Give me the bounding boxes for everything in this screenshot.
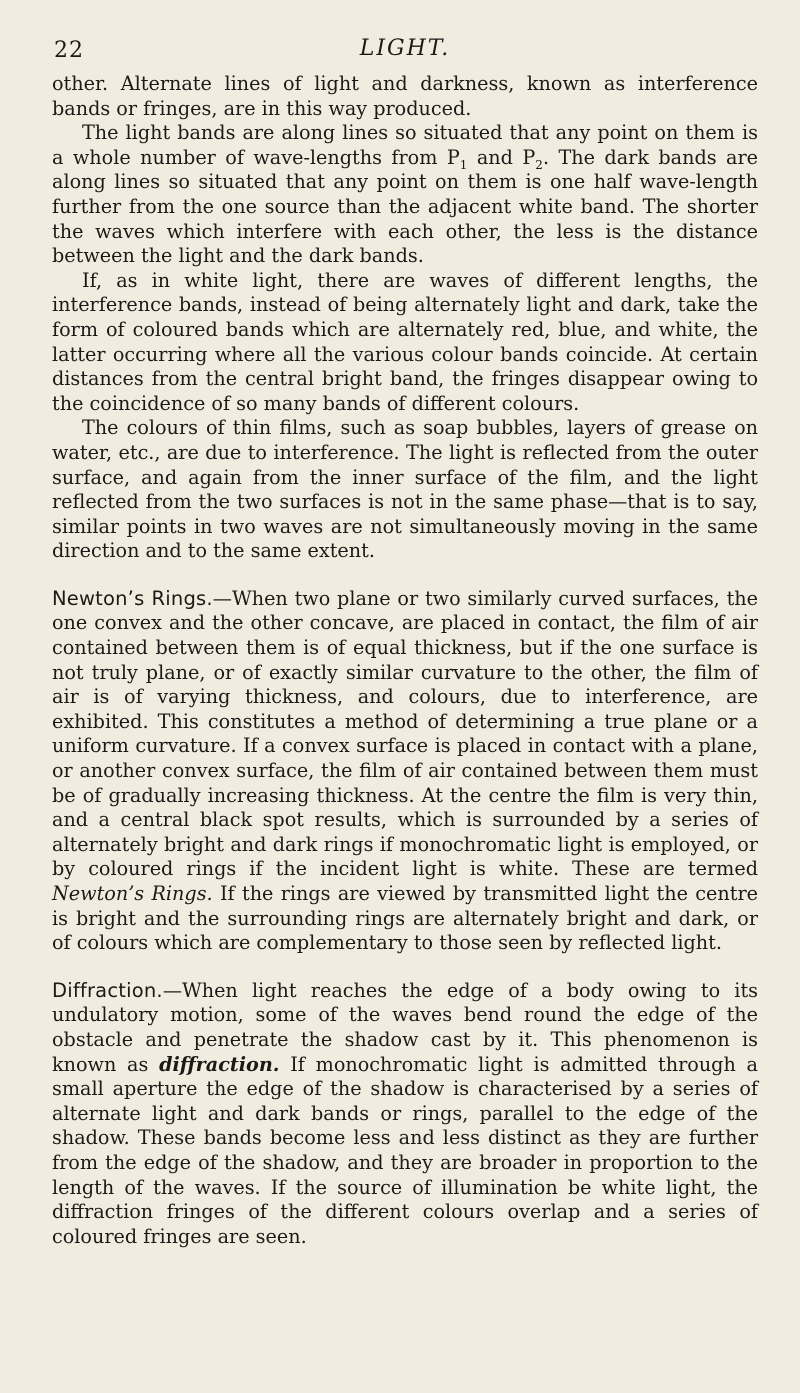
white-light-paragraph xyxy=(52,269,758,417)
running-title: LIGHT. xyxy=(359,36,451,61)
newtons-rings-term: Newton’s Rings. xyxy=(52,882,213,905)
newtons-rings-paragraph xyxy=(52,587,758,956)
paragraph-text-end: . The dark bands are along lines so situated that any point on them is one half wave-length further from the one source than the adjacent white band. The shorter the waves which interfere with each other, the less is the distance between the light and the dark bands. xyxy=(52,145,758,268)
subscript-1: 1 xyxy=(459,157,468,172)
paragraph-text-start: —When two plane or two similarly curved surfaces, the one convex and the other concave, are placed in contact, the film of air contained between them is of equal thickness, but if the one surface is not truly plane, or of exactly similar curvature to the other, the film of air is of varying thickness, and colours, due to interference, are exhibited. This constitutes a method of determining a true plane or a uniform curvature. If a convex surface is placed in contact with a plane, or another convex surface, the film of air contained between them must be of gradually increasing thickness. At the centre the film is very thin, and a central black spot results, which is surrounded by a series of alternately bright and dark rings if monochromatic light is employed, or by coloured rings if the incident light is white. These are termed xyxy=(52,586,759,881)
paragraph-text-end: If the rings are viewed by transmitted light the centre is bright and the surrounding rings are alternately bright and dark, or of colours which are complementary to those seen by reflected light. xyxy=(52,882,758,955)
subscript-2: 2 xyxy=(535,157,543,172)
diffraction-paragraph xyxy=(52,979,758,1250)
paragraph-text-middle: and P xyxy=(467,145,536,169)
paragraph-text: The colours of thin films, such as soap bubbles, layers of grease on water, etc., are due to interference. The light is reflected from the outer surface, and again from the inner surface of the film, and the light reflected from the two surfaces is not in the same phase—that is to say, similar points in two waves are not simultaneously moving in the same direction and to the same extent. xyxy=(52,416,758,563)
thin-films-paragraph xyxy=(52,416,758,564)
paragraph-text-start: The light bands are along lines so situated that any point on them is a whole number of wave-lengths from P xyxy=(52,121,758,169)
newtons-rings-heading: Newton’s Rings. xyxy=(52,586,213,610)
page-number: 22 xyxy=(54,38,84,63)
paragraph-text-start: —When light reaches the edge of a body owing to its undulatory motion, some of the waves bend round the edge of the obstacle and penetrate the shadow cast by it. This phenomenon is known as xyxy=(52,978,758,1076)
running-head xyxy=(52,0,758,72)
light-bands-paragraph xyxy=(52,121,758,269)
paragraph-text: other. Alternate lines of light and darkness, known as interference bands or fringes, are in this way produced. xyxy=(52,72,758,120)
diffraction-heading: Diffraction. xyxy=(52,978,163,1002)
paragraph-text: If, as in white light, there are waves of different lengths, the interference bands, instead of being alternately light and dark, take the form of coloured bands which are alternately red, blue, and white, the latter occurring where all the various colour bands coincide. At certain distances from the central bright band, the fringes disappear owing to the coincidence of so many bands of different colours. xyxy=(52,268,758,415)
diffraction-term: diffraction. xyxy=(159,1052,280,1076)
paragraph-text-end: If monochromatic light is admitted through a small aperture the edge of the shadow is characterised by a series of alternate light and dark bands or rings, parallel to the edge of the shadow. These bands become less and less distinct as they are further from the edge of the shadow, and they are broader in proportion to the length of the waves. If the source of illumination be white light, the diffraction fringes of the different colours overlap and a series of coloured fringes are seen. xyxy=(52,1052,758,1248)
interference-continuation-paragraph xyxy=(52,72,758,121)
body-text xyxy=(52,72,758,1249)
